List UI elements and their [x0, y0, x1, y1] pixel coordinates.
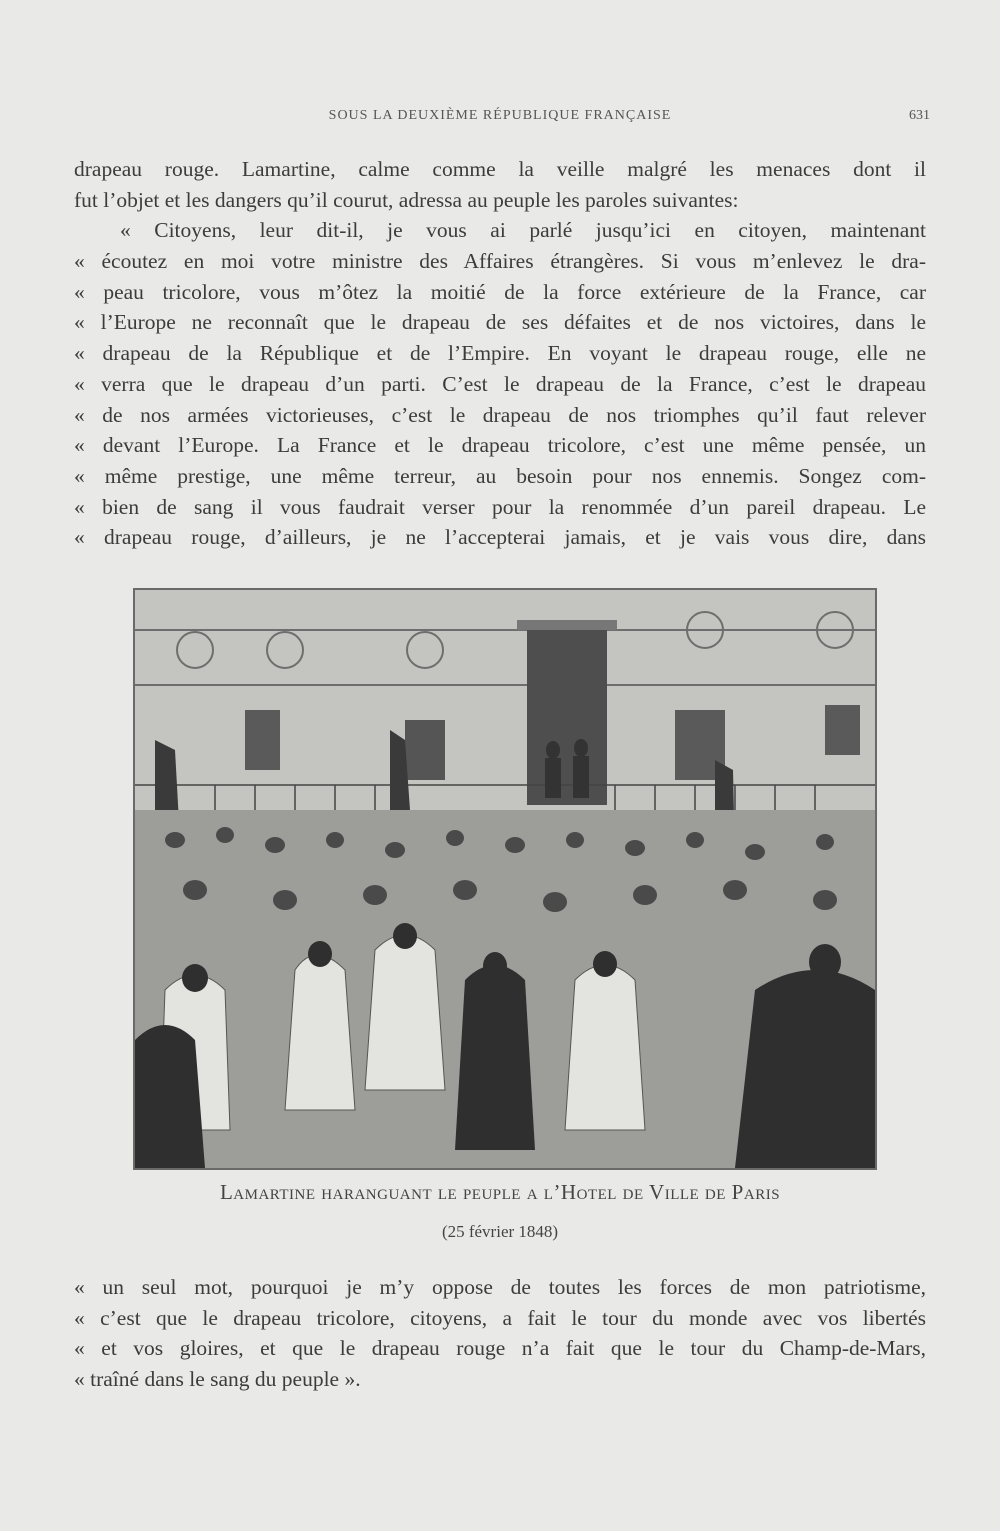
text-line: « verra que le drapeau d’un parti. C’est le drapeau de la France, c’est le drapeau	[74, 371, 926, 396]
text-block-lower	[74, 1272, 926, 1395]
text-line: « un seul mot, pourquoi je m’y oppose de toutes les forces de mon patriotisme,	[74, 1275, 926, 1299]
engraving-illustration	[133, 588, 877, 1170]
text-line: « bien de sang il vous faudrait verser pour la renommée d’un pareil drapeau. Le	[74, 494, 926, 519]
page-header	[70, 108, 930, 132]
text-line: « l’Europe ne reconnaît que le drapeau de ses défaites et de nos victoires, dans le	[74, 310, 926, 335]
text-line: « et vos gloires, et que le drapeau rouge n’a fait que le tour du Champ-de-Mars,	[74, 1336, 926, 1361]
text-line: fut l’objet et les dangers qu’il courut, adressa au peuple les paroles suivantes:	[74, 187, 739, 212]
text-line: « devant l’Europe. La France et le drapeau tricolore, c’est une même pensée, un	[74, 433, 926, 458]
text-block-upper	[74, 154, 926, 553]
text-line: « de nos armées victorieuses, c’est le drapeau de nos triomphes qu’il faut relever	[74, 402, 926, 427]
figure-caption: Lamartine haranguant le peuple a l’Hotel de Ville de Paris	[219, 1180, 781, 1204]
text-line: « peau tricolore, vous m’ôtez la moitié de la force extérieure de la France, car	[74, 279, 926, 304]
page-number: 631	[909, 108, 930, 123]
text-line: « Citoyens, leur dit-il, je vous ai parlé jusqu’ici en citoyen, maintenant	[120, 218, 926, 243]
text-line: « même prestige, une même terreur, au besoin pour nos ennemis. Songez com-	[74, 463, 926, 488]
text-line: « écoutez en moi votre ministre des Affaires étrangères. Si vous m’enlevez le dra-	[74, 249, 926, 274]
crowd-scene-image	[135, 590, 875, 1168]
text-line: « traîné dans le sang du peuple ».	[74, 1367, 361, 1392]
text-line: « drapeau rouge, d’ailleurs, je ne l’accepterai jamais, et je vais vous dire, dans	[74, 525, 926, 550]
text-line: drapeau rouge. Lamartine, calme comme la veille malgré les menaces dont il	[74, 157, 926, 181]
figure-date: (25 février 1848)	[441, 1222, 559, 1241]
text-line: « c’est que le drapeau tricolore, citoyens, a fait le tour du monde avec vos libertés	[74, 1305, 926, 1330]
text-line: « drapeau de la République et de l’Empire. En voyant le drapeau rouge, elle ne	[74, 341, 926, 366]
running-title: SOUS LA DEUXIÈME RÉPUBLIQUE FRANÇAISE	[328, 108, 672, 123]
